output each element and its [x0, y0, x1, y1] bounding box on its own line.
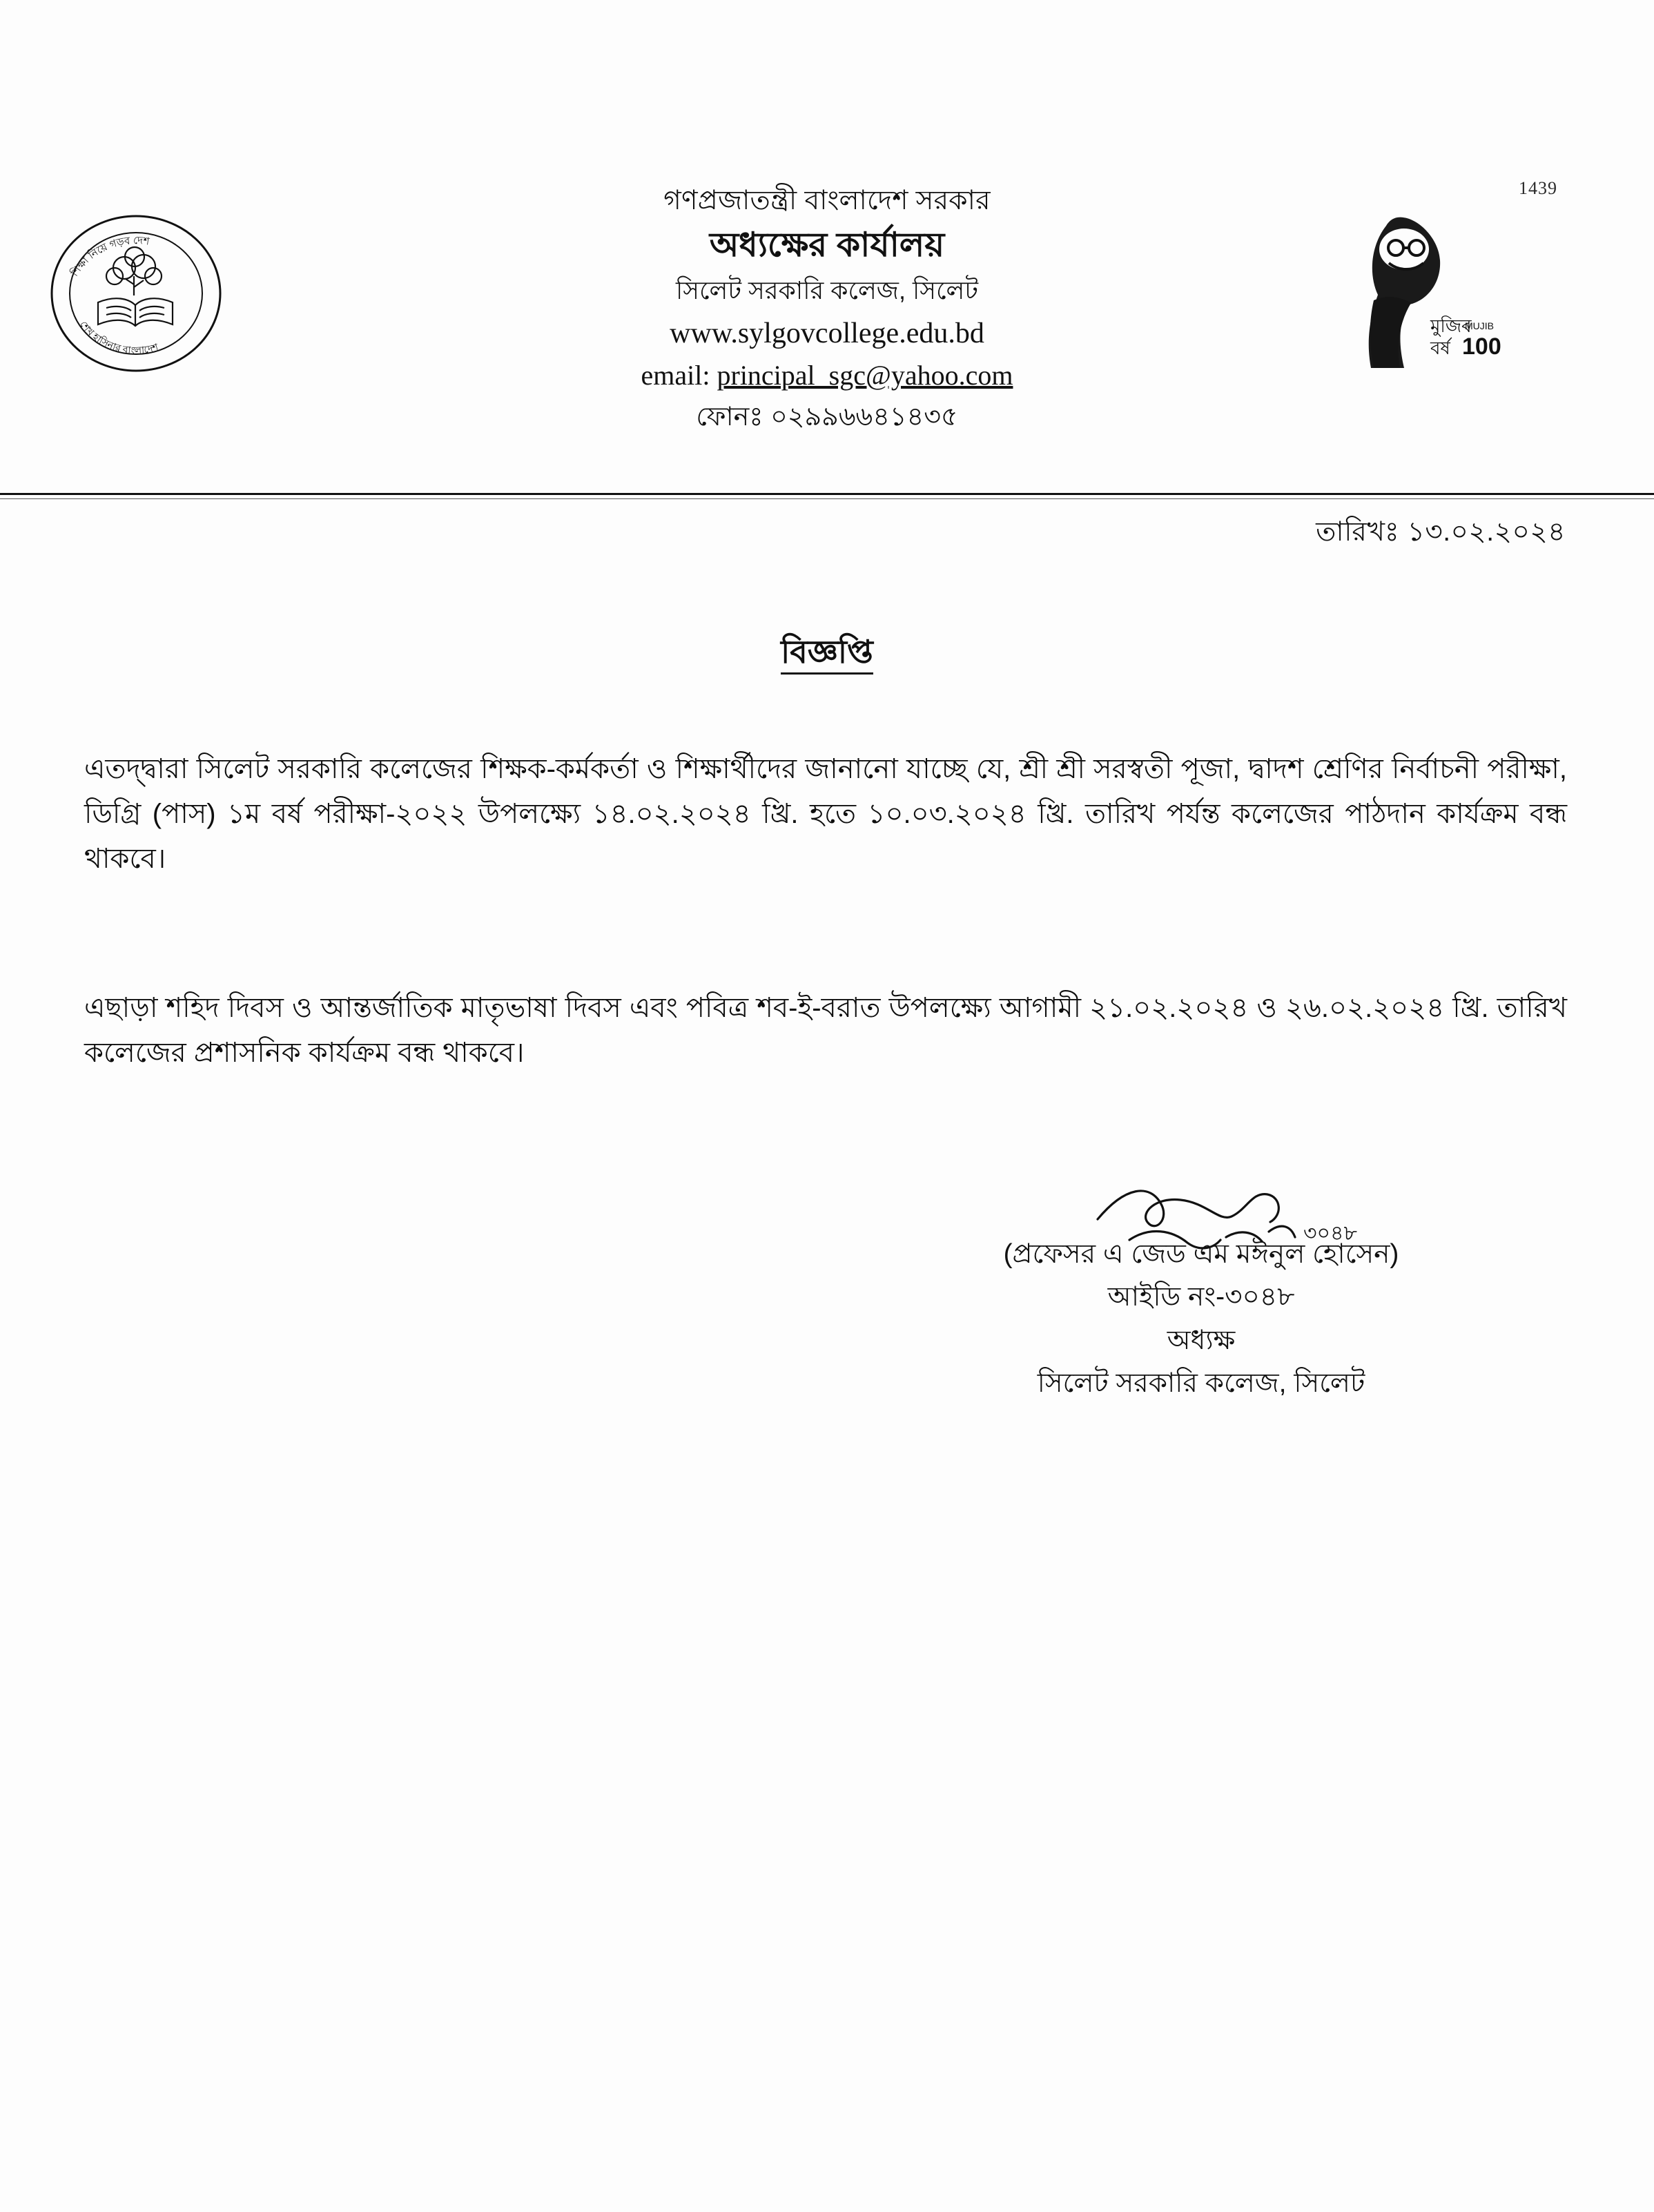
svg-text:100: 100 — [1462, 333, 1501, 360]
signature-block — [828, 1167, 1574, 1406]
email-line — [0, 357, 1654, 394]
date-line: তারিখঃ ১৩.০২.২০২৪ — [1316, 517, 1566, 547]
signatory-id: আইডি নং-৩০৪৮ — [1107, 1282, 1295, 1312]
paragraph-one: এতদ্দ্বারা সিলেট সরকারি কলেজের শিক্ষক-কর্মকর্তা ও শিক্ষার্থীদের জানানো যাচ্ছে যে, শ্রী শ্রী সরস্বতী পূজা, দ্বাদশ শ্রেণির নির্বাচনী পরীক্ষা, ডিগ্রি (পাস) ১ম বর্ষ পরীক্ষা-২০২২ উপলক্ষ্যে ১৪.০২.২০২৪ খ্রি. হতে ১০.০৩.২০২৪ খ্রি. তারিখ পর্যন্ত কলেজের পাঠদান কার্যক্রম বন্ধ থাকবে। — [84, 754, 1567, 874]
signatory-name: (প্রফেসর এ জেড এম মঈনুল হোসেন) — [1003, 1239, 1399, 1269]
svg-text:শিক্ষা নিয়ে গড়ব দেশ: শিক্ষা নিয়ে গড়ব দেশ — [68, 234, 150, 279]
svg-text:MUJIB: MUJIB — [1465, 320, 1494, 331]
paragraph-two: এছাড়া শহিদ দিবস ও আন্তর্জাতিক মাতৃভাষা দিবস এবং পবিত্র শব-ই-বরাত উপলক্ষ্যে আগামী ২১.০২.২০২৪ ও ২৬.০২.২০২৪ খ্রি. তারিখ কলেজের প্রশাসনিক কার্যক্রম বন্ধ থাকবে। — [84, 993, 1567, 1068]
svg-text:শেখ হাসিনার বাংলাদেশ: শেখ হাসিনার বাংলাদেশ — [77, 318, 159, 356]
header-divider — [0, 493, 1654, 495]
letterhead-text — [0, 183, 1654, 435]
page-corner-number: 1439 — [1519, 178, 1557, 198]
signatory-institution: সিলেট সরকারি কলেজ, সিলেট — [1037, 1368, 1365, 1399]
govt-line: গণপ্রজাতন্ত্রী বাংলাদেশ সরকার — [663, 186, 991, 215]
email-address[interactable]: principal_sgc@yahoo.com — [717, 360, 1013, 391]
phone-line: ফোনঃ ০২৯৯৬৬৪১৪৩৫ — [696, 402, 958, 431]
header-divider-thin — [0, 498, 1654, 499]
svg-text:বর্ষ: বর্ষ — [1430, 338, 1450, 358]
svg-text:মুজিব: মুজিব — [1430, 316, 1472, 336]
email-label: email: — [641, 360, 717, 391]
notice-title-text: বিজ্ঞপ্তি — [781, 634, 873, 675]
website-line[interactable]: www.sylgovcollege.edu.bd — [670, 318, 984, 350]
office-line: অধ্যক্ষের কার্যালয় — [709, 226, 945, 264]
notice-title — [0, 628, 1654, 681]
letterhead — [0, 0, 1654, 483]
signatory-designation: অধ্যক্ষ — [1167, 1325, 1236, 1355]
college-line: সিলেট সরকারি কলেজ, সিলেট — [676, 275, 978, 304]
svg-text:৩০৪৮: ৩০৪৮ — [1303, 1222, 1357, 1245]
